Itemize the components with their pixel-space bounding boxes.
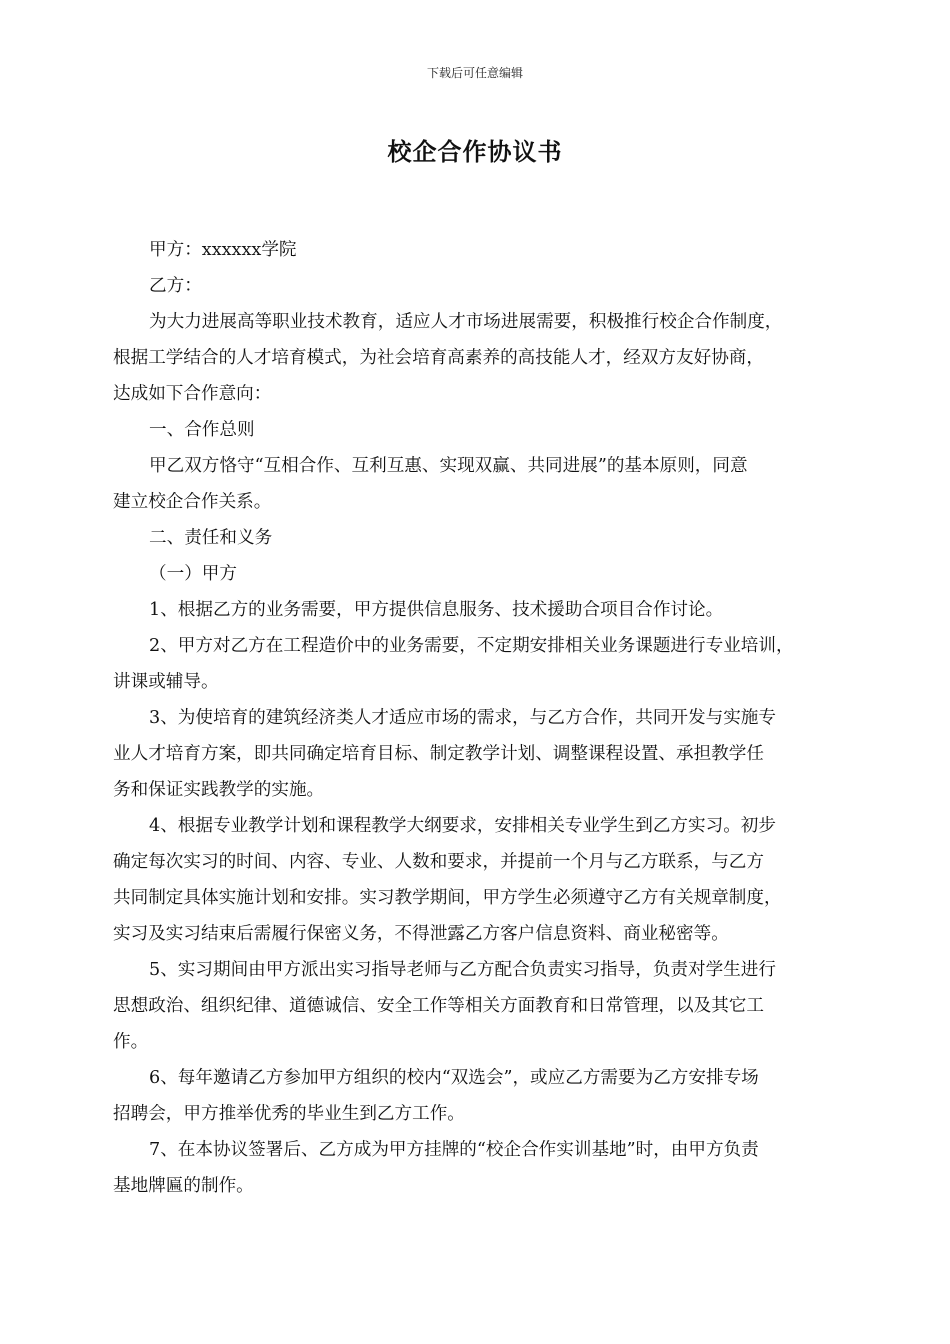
list-item-line: 2、甲方对乙方在工程造价中的业务需要，不定期安排相关业务课题进行专业培训， bbox=[149, 636, 794, 656]
list-item-line: 思想政治、组织纪律、道德诚信、安全工作等相关方面教育和日常管理，以及其它工 bbox=[113, 996, 764, 1016]
paragraph-line: 建立校企合作关系。 bbox=[113, 492, 272, 512]
list-item-line: 基地牌匾的制作。 bbox=[113, 1176, 254, 1196]
list-item-line: 实习及实习结束后需履行保密义务，不得泄露乙方客户信息资料、商业秘密等。 bbox=[113, 924, 729, 944]
list-item-line: 3、为使培育的建筑经济类人才适应市场的需求，与乙方合作，共同开发与实施专 bbox=[149, 708, 776, 728]
paragraph-line: 甲乙双方恪守“互相合作、互利互惠、实现双赢、共同进展”的基本原则，同意 bbox=[149, 456, 748, 476]
list-item-line: 7、在本协议签署后、乙方成为甲方挂牌的“校企合作实训基地”时，由甲方负责 bbox=[149, 1140, 759, 1160]
party-b-line: 乙方： bbox=[149, 276, 202, 296]
section-heading: 一、合作总则 bbox=[149, 420, 255, 440]
document-body bbox=[113, 232, 837, 1204]
paragraph-line: 达成如下合作意向： bbox=[113, 384, 272, 404]
page-header-note: 下载后可任意编辑 bbox=[426, 66, 523, 80]
paragraph-line: 根据工学结合的人才培育模式，为社会培育高素养的高技能人才，经双方友好协商， bbox=[113, 348, 764, 368]
list-item-line: 确定每次实习的时间、内容、专业、人数和要求，并提前一个月与乙方联系，与乙方 bbox=[113, 852, 764, 872]
list-item-line: 招聘会，甲方推举优秀的毕业生到乙方工作。 bbox=[113, 1104, 465, 1124]
list-item-line: 6、每年邀请乙方参加甲方组织的校内“双选会”，或应乙方需要为乙方安排专场 bbox=[149, 1068, 759, 1088]
list-item-line: 务和保证实践教学的实施。 bbox=[113, 780, 325, 800]
document-title: 校企合作协议书 bbox=[387, 137, 563, 166]
list-item-line: 4、根据专业教学计划和课程教学大纲要求，安排相关专业学生到乙方实习。初步 bbox=[149, 816, 776, 836]
list-item-line: 共同制定具体实施计划和安排。实习教学期间，甲方学生必须遵守乙方有关规章制度， bbox=[113, 888, 782, 908]
list-item-line: 业人才培育方案，即共同确定培育目标、制定教学计划、调整课程设置、承担教学任 bbox=[113, 744, 764, 764]
list-item-line: 作。 bbox=[113, 1032, 149, 1052]
list-item-line: 讲课或辅导。 bbox=[113, 672, 219, 692]
section-heading: 二、责任和义务 bbox=[149, 528, 273, 548]
list-item-line: 5、实习期间由甲方派出实习指导老师与乙方配合负责实习指导，负责对学生进行 bbox=[149, 960, 776, 980]
paragraph-line: 为大力进展高等职业技术教育，适应人才市场进展需要，积极推行校企合作制度， bbox=[149, 312, 783, 332]
subsection-heading: （一）甲方 bbox=[149, 564, 237, 584]
list-item-line: 1、根据乙方的业务需要，甲方提供信息服务、技术援助合项目合作讨论。 bbox=[149, 600, 724, 620]
party-a-line: 甲方：xxxxxx学院 bbox=[149, 240, 297, 260]
